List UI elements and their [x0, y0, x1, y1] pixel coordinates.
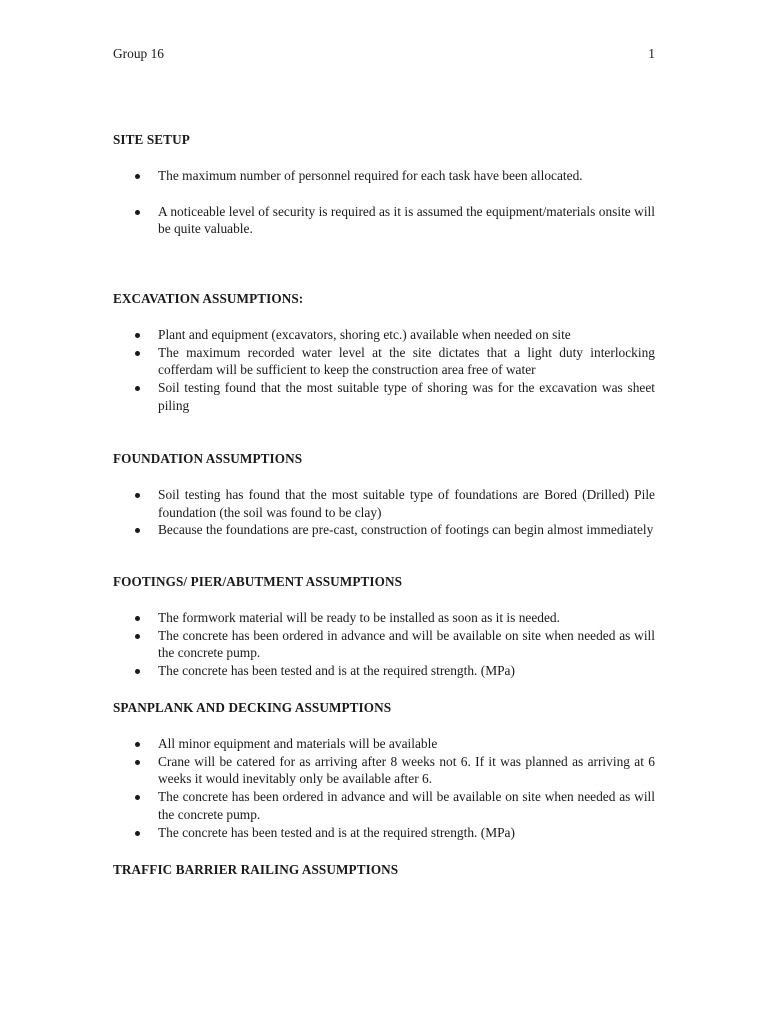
list-item-text: The concrete has been ordered in advance and will be available on site when needed as will the concrete pump.: [158, 789, 655, 822]
section-foundation: [113, 450, 655, 539]
list-item-text: Crane will be catered for as arriving after 8 weeks not 6. If it was planned as arriving at 6 weeks it would inevitably only be available after 6.: [158, 753, 655, 787]
list-item-text: Soil testing has found that the most suitable type of foundations are Bored (Drilled) Pile foundation (the soil was found to be clay): [158, 487, 655, 520]
bullet-icon: [135, 760, 140, 765]
section-traffic-barrier: [113, 861, 655, 878]
bullet-icon: [135, 634, 140, 639]
list-item: [113, 344, 655, 379]
list-item-text: The formwork material will be ready to be installed as soon as it is needed.: [158, 610, 560, 625]
list-item-text: The concrete has been tested and is at the required strength. (MPa): [158, 824, 515, 840]
section-site-setup: [113, 131, 655, 238]
bullet-icon: [135, 831, 140, 836]
list-item-text: The concrete has been tested and is at the required strength. (MPa): [158, 663, 515, 679]
list-item: [113, 486, 655, 521]
list-item-text: Because the foundations are pre-cast, construction of footings can begin almost immediately: [158, 522, 654, 538]
bullet-icon: [135, 210, 140, 215]
bullet-icon: [135, 742, 140, 747]
list-item-text: The maximum number of personnel required for each task have been allocated.: [158, 168, 583, 183]
list-item: [113, 735, 655, 753]
bullet-list: [113, 609, 655, 680]
section-footings: [113, 573, 655, 680]
list-item: [113, 753, 655, 788]
list-item-text: The concrete has been ordered in advance and will be available on site when needed as will the concrete pump.: [158, 627, 655, 661]
list-item: [113, 662, 655, 680]
bullet-icon: [135, 333, 140, 338]
section-heading: FOUNDATION ASSUMPTIONS: [113, 451, 303, 466]
list-item: [113, 788, 655, 823]
bullet-list: [113, 486, 655, 539]
bullet-list: [113, 326, 655, 415]
bullet-list: [113, 167, 655, 238]
section-heading: TRAFFIC BARRIER RAILING ASSUMPTIONS: [113, 862, 399, 877]
list-item: [113, 326, 655, 344]
list-item-text: All minor equipment and materials will be available: [158, 736, 438, 751]
list-item: [113, 521, 655, 539]
list-item: [113, 824, 655, 842]
bullet-icon: [135, 174, 140, 179]
bullet-icon: [135, 351, 140, 356]
bullet-icon: [135, 386, 140, 391]
section-spanplank: [113, 699, 655, 841]
section-heading: SPANPLANK AND DECKING ASSUMPTIONS: [113, 700, 392, 715]
bullet-icon: [135, 795, 140, 800]
bullet-icon: [135, 528, 140, 533]
section-excavation: [113, 290, 655, 415]
list-item-text: Soil testing found that the most suitable type of shoring was for the excavation was sheet piling: [158, 380, 655, 413]
section-heading: EXCAVATION ASSUMPTIONS:: [113, 291, 304, 306]
list-item: [113, 627, 655, 662]
list-item: [113, 379, 655, 414]
bullet-icon: [135, 669, 140, 674]
bullet-icon: [135, 616, 140, 621]
bullet-icon: [135, 493, 140, 498]
list-item-text: The maximum recorded water level at the site dictates that a light duty interlocking cofferdam will be sufficient to keep the construction area free of water: [158, 344, 655, 378]
page-number: 1: [648, 46, 655, 61]
running-header-group: Group 16: [113, 46, 164, 61]
section-heading: FOOTINGS/ PIER/ABUTMENT ASSUMPTIONS: [113, 574, 403, 589]
section-heading: SITE SETUP: [113, 132, 190, 147]
list-item: [113, 609, 655, 627]
list-item: [113, 167, 655, 185]
list-item-text: Plant and equipment (excavators, shoring etc.) available when needed on site: [158, 327, 571, 342]
bullet-list: [113, 735, 655, 841]
list-item-text: A noticeable level of security is required as it is assumed the equipment/materials onsite will be quite valuable.: [158, 203, 655, 237]
list-item: [113, 203, 655, 238]
